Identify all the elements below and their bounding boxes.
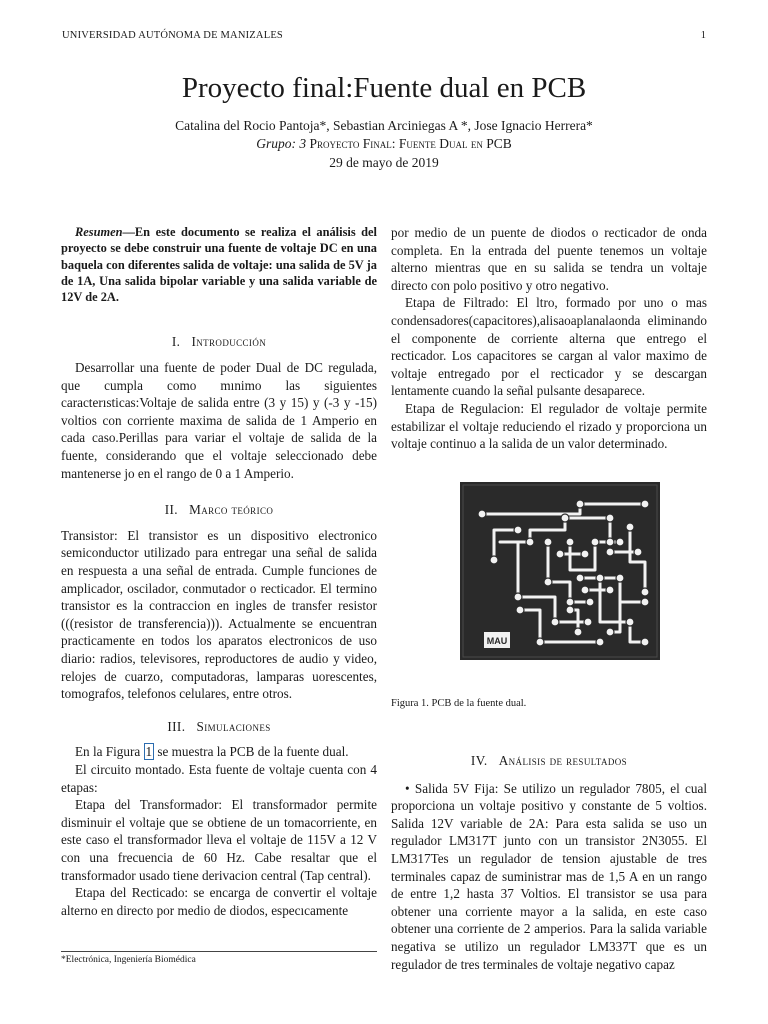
group-line [0,136,768,152]
paragraph-transistor: Transistor: El transistor es un dispositivo electronico semiconductor utilizado para entregar una señal de salida en respuesta a una señal de entrada. Cumple funciones de amplicador, oscilador, conmutador o recticador. El termino transistor es la contraccion en ingles de transfer resistor (((resistor de transferencia))). Actualmente se encuentran practicamente en todos los aparatos electronicos de uso diario: radios, televisores, reproductores de audio y video, relojes de cuarzo, computadoras, lamparas uorescentes, tomografos, telefonos celulares, entre otros. [61,527,377,702]
paragraph-recticado: Etapa del Recticado: se encarga de convertir el voltaje alterno en directo por medio de diodos, especıcamente [61,885,377,918]
paragraph-filtrado: Etapa de Filtrado: El ltro, formado por uno o mas condensadores(capacitores),alisaoaplanalaonda eliminando el componente de corriente alterna que entrego el recticador. Los capacitores se cargan al valor maximo de voltaje entregado por el recticador y se descargan lentamente cuando la señal pulsante desaparece. [391,295,707,399]
abstract-label: Resumen [75,225,123,239]
footnote-rule [61,951,377,952]
footnote: *Electrónica, Ingeniería Biomédica [61,955,196,965]
section-number: IV. [470,753,488,768]
section-title: Análisis de resultados [498,753,628,768]
abstract [61,224,377,305]
section-title: Simulaciones [196,718,271,734]
paragraph-introduccion: Desarrollar una fuente de poder Dual de DC regulada, que cumpla como mınimo las siguientes caracterısticas:Voltaje de salida entre (3 y 15) y (-3 y -15) voltios con corriente maxima de salida de 1 Amperio en cada caso.Perillas para variar el voltaje de salida de la fuente, considerando que el voltaje seleccionado debe mantenerse jo en el rango de 0 a 1 Amperio. [61,360,377,481]
right-column-top [391,224,707,453]
date: 29 de mayo de 2019 [329,155,439,170]
section-number: I. [171,334,181,350]
paragraph-transformador: Etapa del Transformador: El transformador permite disminuir el voltaje que se obtiene de un tomacorriente, en este caso el transformador lleva el voltaje de 115V a 12 V con una frecuencia de 60 Hz. Cabe resaltar que el transformador usado tiene derivacion central (Tap central). [61,797,377,883]
left-column [61,224,377,919]
page-number: 1 [700,30,706,41]
pcb-label: MAU [486,636,508,646]
paragraph-resultados: • Salida 5V Fija: Se utilizo un regulador 7805, el cual proporciona un voltaje positivo y constante de 5 voltios. Salida 12V variable de 2A: Para esta salida se uso un regulador LM317T junto con un transistor 2N3055. El LM317Tes un regulador de tension ajustable de tres terminales capaz de suministrar mas de 1,5 A en un rango de entre 1,2 hasta 37 Voltios. El transistor se usa para obtener una corriente mayor a la salida, en este caso obtener una corriente de 2 amperios. Para la salida variable negativa se utilizo un regulador LM337T que es un regulador de tres terminales de voltaje negativo capaz [391,780,707,972]
pcb-figure [460,482,660,660]
figure-link[interactable]: 1 [145,744,153,760]
section-title: Introducción [191,334,267,350]
section-heading-simulaciones [61,718,377,736]
authors: Catalina del Rocio Pantoja*, Sebastian Arciniegas A *, Jose Ignacio Herrera* [175,118,593,133]
paper-title: Proyecto final:Fuente dual en PCB [181,72,587,104]
text-fragment: se muestra la PCB de la fuente dual. [154,744,349,760]
paragraph-regulacion: Etapa de Regulacion: El regulador de voltaje permite estabilizar el voltaje reduciendo el rizado y proporciona un voltaje continuo a la salida de un valor determinado. [391,400,707,452]
section-title: Marco teórico [189,502,274,518]
right-column-bottom [391,752,707,973]
paragraph-circuito: El circuito montado. Esta fuente de voltaje cuenta con 4 etapas: [61,761,377,795]
figure-caption: Figura 1. PCB de la fuente dual. [391,698,527,709]
section-heading-marco-teorico [61,501,377,519]
section-number: III. [167,718,186,734]
group-label: Grupo: 3 [256,136,307,151]
section-heading-introduccion [61,333,377,351]
abstract-text: —En este documento se realiza el análisis del proyecto se debe construir una fuente de voltaje DC en una baquela con diferentes salida de voltaje: una salida de 5V ja de 1A, Una salida bipolar variable y una salida variable de 12V de 2A. [61,225,377,305]
section-heading-analisis [391,752,707,770]
paragraph-puente: por medio de un puente de diodos o recticador de onda completa. En la entrada del puente tenemos un voltaje alterno mientras que en su salida se tendra un voltaje directo con polo positivo y otro negativo. [391,225,707,293]
text-fragment: En la Figura [75,744,144,760]
paragraph-figura-ref [61,743,377,761]
section-number: II. [164,502,178,518]
running-header: UNIVERSIDAD AUTÓNOMA DE MANIZALES [62,30,283,41]
project-name: Proyecto Final: Fuente Dual en PCB [309,136,512,151]
